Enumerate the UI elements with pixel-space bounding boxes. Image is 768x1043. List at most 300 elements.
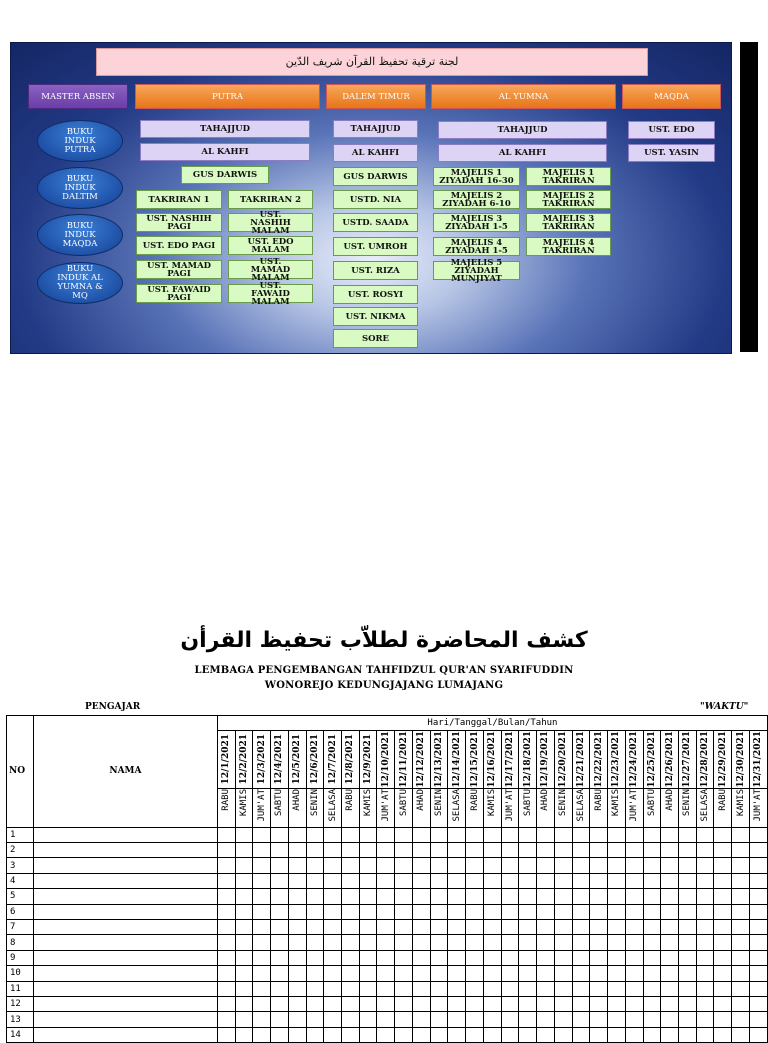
attendance-cell[interactable] (412, 873, 430, 888)
attendance-cell[interactable] (448, 843, 466, 858)
attendance-cell[interactable] (466, 873, 484, 888)
attendance-cell[interactable] (678, 950, 696, 965)
attendance-cell[interactable] (448, 996, 466, 1011)
attendance-cell[interactable] (661, 889, 679, 904)
attendance-cell[interactable] (271, 889, 289, 904)
attendance-cell[interactable] (430, 996, 448, 1011)
attendance-cell[interactable] (749, 981, 767, 996)
attendance-cell[interactable] (501, 950, 519, 965)
attendance-cell[interactable] (572, 904, 590, 919)
attendance-cell[interactable] (324, 920, 342, 935)
alyumna-majelis-4-ziyadah-button[interactable]: MAJELIS 4 ZIYADAH 1-5 (433, 237, 520, 256)
attendance-cell[interactable] (253, 843, 271, 858)
name-cell[interactable] (33, 966, 217, 981)
buku-induk-putra-button[interactable]: BUKU INDUK PUTRA (37, 120, 123, 162)
attendance-cell[interactable] (749, 996, 767, 1011)
attendance-cell[interactable] (661, 935, 679, 950)
attendance-cell[interactable] (271, 873, 289, 888)
attendance-cell[interactable] (253, 858, 271, 873)
attendance-cell[interactable] (572, 920, 590, 935)
attendance-cell[interactable] (466, 858, 484, 873)
attendance-cell[interactable] (288, 1027, 306, 1042)
attendance-cell[interactable] (395, 858, 413, 873)
attendance-cell[interactable] (696, 966, 714, 981)
attendance-cell[interactable] (625, 966, 643, 981)
daltim-sore-button[interactable]: SORE (333, 329, 418, 348)
attendance-cell[interactable] (271, 843, 289, 858)
attendance-cell[interactable] (271, 1027, 289, 1042)
attendance-cell[interactable] (661, 858, 679, 873)
attendance-cell[interactable] (359, 904, 377, 919)
buku-induk-al-yumna-mq-button[interactable]: BUKU INDUK AL YUMNA & MQ (37, 262, 123, 304)
attendance-cell[interactable] (235, 920, 253, 935)
attendance-cell[interactable] (217, 1027, 235, 1042)
attendance-cell[interactable] (749, 1012, 767, 1027)
attendance-cell[interactable] (466, 827, 484, 842)
attendance-cell[interactable] (608, 889, 626, 904)
attendance-cell[interactable] (537, 843, 555, 858)
attendance-cell[interactable] (306, 889, 324, 904)
attendance-cell[interactable] (661, 950, 679, 965)
attendance-cell[interactable] (643, 1027, 661, 1042)
attendance-cell[interactable] (608, 1012, 626, 1027)
attendance-cell[interactable] (235, 889, 253, 904)
attendance-cell[interactable] (466, 1027, 484, 1042)
attendance-cell[interactable] (342, 858, 360, 873)
attendance-cell[interactable] (235, 935, 253, 950)
attendance-cell[interactable] (412, 996, 430, 1011)
attendance-cell[interactable] (608, 920, 626, 935)
attendance-cell[interactable] (572, 996, 590, 1011)
attendance-cell[interactable] (288, 858, 306, 873)
attendance-cell[interactable] (519, 1012, 537, 1027)
attendance-cell[interactable] (466, 904, 484, 919)
putra-edo-pagi-button[interactable]: UST. EDO PAGI (136, 236, 222, 255)
attendance-cell[interactable] (217, 889, 235, 904)
attendance-cell[interactable] (288, 966, 306, 981)
attendance-cell[interactable] (643, 889, 661, 904)
attendance-cell[interactable] (608, 827, 626, 842)
attendance-cell[interactable] (466, 1012, 484, 1027)
attendance-cell[interactable] (342, 981, 360, 996)
attendance-cell[interactable] (696, 889, 714, 904)
attendance-cell[interactable] (608, 950, 626, 965)
attendance-cell[interactable] (217, 920, 235, 935)
attendance-cell[interactable] (678, 1027, 696, 1042)
putra-tahajjud-button[interactable]: TAHAJJUD (140, 120, 310, 138)
attendance-cell[interactable] (235, 858, 253, 873)
attendance-cell[interactable] (554, 873, 572, 888)
attendance-cell[interactable] (342, 904, 360, 919)
attendance-cell[interactable] (608, 981, 626, 996)
attendance-cell[interactable] (519, 996, 537, 1011)
attendance-cell[interactable] (271, 827, 289, 842)
attendance-cell[interactable] (678, 1012, 696, 1027)
attendance-cell[interactable] (448, 889, 466, 904)
attendance-cell[interactable] (519, 920, 537, 935)
attendance-cell[interactable] (519, 966, 537, 981)
attendance-cell[interactable] (448, 904, 466, 919)
name-cell[interactable] (33, 981, 217, 996)
attendance-cell[interactable] (625, 843, 643, 858)
attendance-cell[interactable] (271, 966, 289, 981)
attendance-cell[interactable] (342, 950, 360, 965)
attendance-cell[interactable] (359, 935, 377, 950)
attendance-cell[interactable] (342, 843, 360, 858)
attendance-cell[interactable] (430, 904, 448, 919)
attendance-cell[interactable] (412, 827, 430, 842)
attendance-cell[interactable] (306, 950, 324, 965)
attendance-cell[interactable] (590, 950, 608, 965)
attendance-cell[interactable] (537, 920, 555, 935)
attendance-cell[interactable] (749, 873, 767, 888)
attendance-cell[interactable] (732, 981, 750, 996)
attendance-cell[interactable] (501, 889, 519, 904)
attendance-cell[interactable] (643, 827, 661, 842)
attendance-cell[interactable] (377, 858, 395, 873)
attendance-cell[interactable] (608, 843, 626, 858)
attendance-cell[interactable] (661, 843, 679, 858)
attendance-cell[interactable] (554, 935, 572, 950)
attendance-cell[interactable] (288, 889, 306, 904)
attendance-cell[interactable] (483, 950, 501, 965)
attendance-cell[interactable] (377, 873, 395, 888)
attendance-cell[interactable] (537, 1027, 555, 1042)
attendance-cell[interactable] (271, 1012, 289, 1027)
attendance-cell[interactable] (412, 1012, 430, 1027)
attendance-cell[interactable] (306, 920, 324, 935)
attendance-cell[interactable] (342, 1012, 360, 1027)
attendance-cell[interactable] (661, 966, 679, 981)
attendance-cell[interactable] (643, 966, 661, 981)
attendance-cell[interactable] (235, 873, 253, 888)
attendance-cell[interactable] (306, 935, 324, 950)
name-cell[interactable] (33, 1027, 217, 1042)
attendance-cell[interactable] (430, 843, 448, 858)
attendance-cell[interactable] (661, 873, 679, 888)
attendance-cell[interactable] (696, 950, 714, 965)
attendance-cell[interactable] (217, 1012, 235, 1027)
attendance-cell[interactable] (625, 920, 643, 935)
putra-gus-darwis-button[interactable]: GUS DARWIS (181, 166, 269, 184)
putra-nashih-malam-button[interactable]: UST. NASHIH MALAM (228, 213, 313, 232)
attendance-cell[interactable] (359, 827, 377, 842)
attendance-cell[interactable] (554, 996, 572, 1011)
attendance-cell[interactable] (466, 966, 484, 981)
putra-nashih-pagi-button[interactable]: UST. NASHIH PAGI (136, 213, 222, 232)
attendance-cell[interactable] (448, 1027, 466, 1042)
attendance-cell[interactable] (483, 920, 501, 935)
attendance-cell[interactable] (537, 950, 555, 965)
alyumna-majelis-2-ziyadah-button[interactable]: MAJELIS 2 ZIYADAH 6-10 (433, 190, 520, 209)
name-cell[interactable] (33, 889, 217, 904)
attendance-cell[interactable] (625, 1012, 643, 1027)
attendance-cell[interactable] (661, 1012, 679, 1027)
attendance-cell[interactable] (678, 904, 696, 919)
attendance-cell[interactable] (235, 996, 253, 1011)
attendance-cell[interactable] (590, 827, 608, 842)
attendance-cell[interactable] (643, 920, 661, 935)
attendance-cell[interactable] (483, 889, 501, 904)
alyumna-al-kahfi-button[interactable]: AL KAHFI (438, 144, 607, 162)
attendance-cell[interactable] (412, 935, 430, 950)
attendance-cell[interactable] (678, 858, 696, 873)
attendance-cell[interactable] (519, 827, 537, 842)
attendance-cell[interactable] (661, 904, 679, 919)
maqda-yasin-button[interactable]: UST. YASIN (628, 144, 715, 162)
attendance-cell[interactable] (696, 873, 714, 888)
attendance-cell[interactable] (696, 981, 714, 996)
attendance-cell[interactable] (696, 843, 714, 858)
attendance-cell[interactable] (732, 996, 750, 1011)
attendance-cell[interactable] (537, 935, 555, 950)
attendance-cell[interactable] (537, 966, 555, 981)
attendance-cell[interactable] (377, 1012, 395, 1027)
attendance-cell[interactable] (749, 904, 767, 919)
attendance-cell[interactable] (625, 935, 643, 950)
attendance-cell[interactable] (554, 843, 572, 858)
attendance-cell[interactable] (732, 843, 750, 858)
attendance-cell[interactable] (661, 996, 679, 1011)
attendance-cell[interactable] (501, 920, 519, 935)
attendance-cell[interactable] (572, 827, 590, 842)
attendance-cell[interactable] (306, 1012, 324, 1027)
attendance-cell[interactable] (661, 827, 679, 842)
attendance-cell[interactable] (377, 950, 395, 965)
attendance-cell[interactable] (395, 889, 413, 904)
attendance-cell[interactable] (288, 935, 306, 950)
attendance-cell[interactable] (678, 981, 696, 996)
attendance-cell[interactable] (359, 843, 377, 858)
attendance-cell[interactable] (395, 950, 413, 965)
daltim-saada-button[interactable]: USTD. SAADA (333, 213, 418, 232)
attendance-cell[interactable] (448, 873, 466, 888)
attendance-cell[interactable] (554, 1012, 572, 1027)
attendance-cell[interactable] (430, 827, 448, 842)
attendance-cell[interactable] (537, 904, 555, 919)
attendance-cell[interactable] (483, 966, 501, 981)
attendance-cell[interactable] (661, 1027, 679, 1042)
attendance-cell[interactable] (377, 827, 395, 842)
attendance-cell[interactable] (483, 873, 501, 888)
attendance-cell[interactable] (253, 873, 271, 888)
attendance-cell[interactable] (412, 904, 430, 919)
attendance-cell[interactable] (714, 1012, 732, 1027)
attendance-cell[interactable] (749, 827, 767, 842)
attendance-cell[interactable] (501, 827, 519, 842)
attendance-cell[interactable] (749, 950, 767, 965)
attendance-cell[interactable] (572, 1027, 590, 1042)
attendance-cell[interactable] (253, 827, 271, 842)
attendance-cell[interactable] (324, 889, 342, 904)
attendance-cell[interactable] (661, 920, 679, 935)
attendance-cell[interactable] (448, 935, 466, 950)
attendance-cell[interactable] (288, 950, 306, 965)
attendance-cell[interactable] (483, 1027, 501, 1042)
attendance-cell[interactable] (359, 889, 377, 904)
attendance-cell[interactable] (696, 920, 714, 935)
attendance-cell[interactable] (537, 858, 555, 873)
attendance-cell[interactable] (412, 843, 430, 858)
attendance-cell[interactable] (590, 935, 608, 950)
attendance-cell[interactable] (217, 843, 235, 858)
attendance-cell[interactable] (678, 920, 696, 935)
attendance-cell[interactable] (696, 858, 714, 873)
attendance-cell[interactable] (643, 996, 661, 1011)
attendance-cell[interactable] (625, 1027, 643, 1042)
attendance-cell[interactable] (377, 1027, 395, 1042)
attendance-cell[interactable] (448, 966, 466, 981)
attendance-cell[interactable] (732, 935, 750, 950)
attendance-cell[interactable] (430, 950, 448, 965)
attendance-cell[interactable] (590, 996, 608, 1011)
attendance-cell[interactable] (678, 843, 696, 858)
attendance-cell[interactable] (714, 843, 732, 858)
attendance-cell[interactable] (324, 858, 342, 873)
attendance-cell[interactable] (590, 843, 608, 858)
attendance-cell[interactable] (483, 1012, 501, 1027)
attendance-cell[interactable] (732, 1012, 750, 1027)
attendance-cell[interactable] (732, 920, 750, 935)
attendance-cell[interactable] (501, 873, 519, 888)
attendance-cell[interactable] (714, 920, 732, 935)
name-cell[interactable] (33, 996, 217, 1011)
attendance-cell[interactable] (395, 996, 413, 1011)
attendance-cell[interactable] (217, 827, 235, 842)
attendance-cell[interactable] (430, 889, 448, 904)
attendance-cell[interactable] (395, 981, 413, 996)
attendance-cell[interactable] (217, 950, 235, 965)
attendance-cell[interactable] (253, 920, 271, 935)
attendance-cell[interactable] (643, 858, 661, 873)
attendance-cell[interactable] (643, 981, 661, 996)
putra-fawaid-malam-button[interactable]: UST. FAWAID MALAM (228, 284, 313, 303)
maqda-edo-button[interactable]: UST. EDO (628, 121, 715, 139)
name-cell[interactable] (33, 904, 217, 919)
attendance-cell[interactable] (608, 1027, 626, 1042)
attendance-cell[interactable] (253, 981, 271, 996)
attendance-cell[interactable] (537, 873, 555, 888)
attendance-cell[interactable] (253, 889, 271, 904)
attendance-cell[interactable] (625, 950, 643, 965)
attendance-cell[interactable] (253, 966, 271, 981)
attendance-cell[interactable] (732, 966, 750, 981)
attendance-cell[interactable] (235, 1012, 253, 1027)
attendance-cell[interactable] (306, 1027, 324, 1042)
attendance-cell[interactable] (749, 843, 767, 858)
attendance-cell[interactable] (554, 920, 572, 935)
daltim-tahajjud-button[interactable]: TAHAJJUD (333, 120, 418, 138)
attendance-cell[interactable] (714, 966, 732, 981)
attendance-cell[interactable] (483, 843, 501, 858)
attendance-cell[interactable] (537, 981, 555, 996)
attendance-cell[interactable] (608, 904, 626, 919)
attendance-cell[interactable] (696, 904, 714, 919)
attendance-cell[interactable] (501, 904, 519, 919)
name-cell[interactable] (33, 873, 217, 888)
attendance-cell[interactable] (466, 935, 484, 950)
attendance-cell[interactable] (377, 843, 395, 858)
attendance-cell[interactable] (342, 1027, 360, 1042)
attendance-cell[interactable] (590, 1012, 608, 1027)
attendance-cell[interactable] (661, 981, 679, 996)
attendance-cell[interactable] (643, 935, 661, 950)
attendance-cell[interactable] (696, 827, 714, 842)
alyumna-majelis-5-ziyadah-button[interactable]: MAJELIS 5 ZIYADAH MUNJIYAT (433, 261, 520, 280)
attendance-cell[interactable] (483, 904, 501, 919)
attendance-cell[interactable] (448, 858, 466, 873)
putra-button[interactable]: PUTRA (135, 84, 320, 109)
attendance-cell[interactable] (572, 1012, 590, 1027)
attendance-cell[interactable] (749, 1027, 767, 1042)
attendance-cell[interactable] (483, 827, 501, 842)
attendance-cell[interactable] (483, 935, 501, 950)
attendance-cell[interactable] (732, 827, 750, 842)
attendance-cell[interactable] (324, 996, 342, 1011)
attendance-cell[interactable] (430, 981, 448, 996)
attendance-cell[interactable] (359, 920, 377, 935)
alyumna-majelis-3-takriran-button[interactable]: MAJELIS 3 TAKRIRAN (526, 213, 611, 232)
attendance-cell[interactable] (288, 1012, 306, 1027)
buku-induk-maqda-button[interactable]: BUKU INDUK MAQDA (37, 214, 123, 256)
attendance-cell[interactable] (288, 920, 306, 935)
attendance-cell[interactable] (235, 1027, 253, 1042)
attendance-cell[interactable] (342, 920, 360, 935)
attendance-cell[interactable] (377, 920, 395, 935)
attendance-cell[interactable] (377, 996, 395, 1011)
attendance-cell[interactable] (324, 935, 342, 950)
attendance-cell[interactable] (732, 858, 750, 873)
attendance-cell[interactable] (608, 996, 626, 1011)
putra-takriran-1-button[interactable]: TAKRIRAN 1 (136, 190, 222, 209)
attendance-cell[interactable] (501, 843, 519, 858)
attendance-cell[interactable] (359, 873, 377, 888)
attendance-cell[interactable] (412, 966, 430, 981)
attendance-cell[interactable] (342, 935, 360, 950)
attendance-cell[interactable] (537, 996, 555, 1011)
attendance-cell[interactable] (714, 873, 732, 888)
attendance-cell[interactable] (359, 1012, 377, 1027)
daltim-rosyi-button[interactable]: UST. ROSYI (333, 285, 418, 304)
attendance-cell[interactable] (466, 950, 484, 965)
attendance-cell[interactable] (412, 858, 430, 873)
attendance-cell[interactable] (253, 1012, 271, 1027)
attendance-cell[interactable] (235, 950, 253, 965)
attendance-cell[interactable] (448, 981, 466, 996)
attendance-cell[interactable] (271, 950, 289, 965)
attendance-cell[interactable] (678, 873, 696, 888)
name-cell[interactable] (33, 827, 217, 842)
attendance-cell[interactable] (572, 858, 590, 873)
attendance-cell[interactable] (696, 935, 714, 950)
attendance-cell[interactable] (466, 920, 484, 935)
attendance-cell[interactable] (395, 935, 413, 950)
attendance-cell[interactable] (217, 981, 235, 996)
attendance-cell[interactable] (342, 996, 360, 1011)
attendance-cell[interactable] (749, 889, 767, 904)
attendance-cell[interactable] (714, 858, 732, 873)
attendance-cell[interactable] (253, 935, 271, 950)
attendance-cell[interactable] (342, 827, 360, 842)
putra-fawaid-pagi-button[interactable]: UST. FAWAID PAGI (136, 284, 222, 303)
attendance-cell[interactable] (324, 843, 342, 858)
attendance-cell[interactable] (430, 935, 448, 950)
putra-al-kahfi-button[interactable]: AL KAHFI (140, 143, 310, 161)
attendance-cell[interactable] (625, 873, 643, 888)
attendance-cell[interactable] (412, 889, 430, 904)
attendance-cell[interactable] (714, 889, 732, 904)
name-cell[interactable] (33, 950, 217, 965)
